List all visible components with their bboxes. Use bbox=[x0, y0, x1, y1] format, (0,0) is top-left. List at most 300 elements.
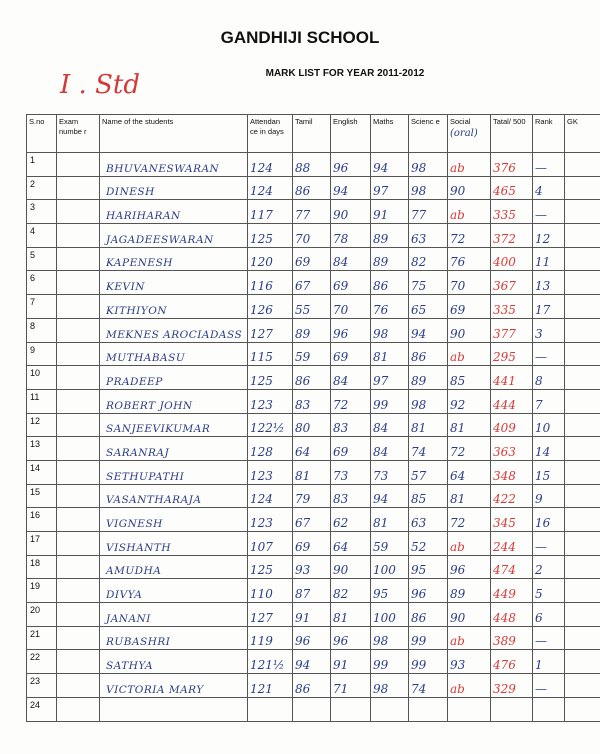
cell-total: 444 bbox=[491, 389, 533, 413]
table-row bbox=[27, 650, 600, 674]
cell-maths: 95 bbox=[371, 579, 409, 603]
cell-exam bbox=[57, 224, 100, 248]
cell-tamil bbox=[293, 697, 331, 721]
cell-rank: — bbox=[533, 200, 565, 224]
cell-maths: 91 bbox=[371, 200, 409, 224]
cell-rank: 16 bbox=[533, 508, 565, 532]
cell-english: 84 bbox=[331, 247, 371, 271]
cell-science: 63 bbox=[409, 224, 448, 248]
school-title: GANDHIJI SCHOOL bbox=[220, 28, 380, 47]
cell-sno: 6 bbox=[27, 271, 57, 295]
cell-maths: 76 bbox=[371, 295, 409, 319]
cell-social: 69 bbox=[448, 295, 491, 319]
cell-maths: 84 bbox=[371, 413, 409, 437]
cell-attendance: 120 bbox=[248, 247, 293, 271]
cell-exam bbox=[57, 508, 100, 532]
cell-tamil: 93 bbox=[293, 555, 331, 579]
table-row bbox=[27, 508, 600, 532]
cell-tamil: 70 bbox=[293, 224, 331, 248]
cell-rank: — bbox=[533, 342, 565, 366]
cell-gk bbox=[565, 176, 600, 200]
table-row bbox=[27, 295, 600, 319]
cell-english: 81 bbox=[331, 603, 371, 627]
table-row bbox=[27, 224, 600, 248]
cell-exam bbox=[57, 532, 100, 556]
cell-name: DINESH bbox=[100, 176, 248, 200]
cell-tamil: 79 bbox=[293, 484, 331, 508]
cell-science: 95 bbox=[409, 555, 448, 579]
col-exam-number: Exam numbe r bbox=[57, 115, 100, 153]
cell-english: 91 bbox=[331, 650, 371, 674]
cell-tamil: 87 bbox=[293, 579, 331, 603]
cell-sno: 17 bbox=[27, 532, 57, 556]
cell-gk bbox=[565, 413, 600, 437]
cell-sno: 18 bbox=[27, 555, 57, 579]
cell-exam bbox=[57, 295, 100, 319]
cell-maths: 97 bbox=[371, 176, 409, 200]
cell-english: 73 bbox=[331, 460, 371, 484]
cell-science: 98 bbox=[409, 389, 448, 413]
cell-name: PRADEEP bbox=[100, 366, 248, 390]
cell-tamil: 55 bbox=[293, 295, 331, 319]
cell-attendance: 127 bbox=[248, 603, 293, 627]
cell-attendance: 124 bbox=[248, 484, 293, 508]
cell-exam bbox=[57, 603, 100, 627]
cell-total: 400 bbox=[491, 247, 533, 271]
cell-science: 52 bbox=[409, 532, 448, 556]
cell-gk bbox=[565, 650, 600, 674]
cell-social: 89 bbox=[448, 579, 491, 603]
cell-rank: — bbox=[533, 626, 565, 650]
table-row bbox=[27, 626, 600, 650]
table-row bbox=[27, 413, 600, 437]
cell-exam bbox=[57, 579, 100, 603]
cell-exam bbox=[57, 555, 100, 579]
cell-gk bbox=[565, 366, 600, 390]
cell-tamil: 69 bbox=[293, 532, 331, 556]
cell-sno: 7 bbox=[27, 295, 57, 319]
cell-total: 376 bbox=[491, 153, 533, 177]
cell-exam bbox=[57, 342, 100, 366]
cell-attendance: 110 bbox=[248, 579, 293, 603]
cell-total: 295 bbox=[491, 342, 533, 366]
cell-attendance: 115 bbox=[248, 342, 293, 366]
cell-total: 363 bbox=[491, 437, 533, 461]
cell-total: 372 bbox=[491, 224, 533, 248]
cell-name: SATHYA bbox=[100, 650, 248, 674]
cell-name: AMUDHA bbox=[100, 555, 248, 579]
cell-english: 96 bbox=[331, 153, 371, 177]
cell-rank bbox=[533, 697, 565, 721]
cell-sno: 20 bbox=[27, 603, 57, 627]
cell-attendance: 119 bbox=[248, 626, 293, 650]
col-social-label: Social bbox=[450, 117, 471, 126]
cell-rank: 13 bbox=[533, 271, 565, 295]
cell-science: 89 bbox=[409, 366, 448, 390]
cell-tamil: 81 bbox=[293, 460, 331, 484]
cell-tamil: 69 bbox=[293, 247, 331, 271]
cell-social: ab bbox=[448, 153, 491, 177]
cell-gk bbox=[565, 318, 600, 342]
cell-tamil: 94 bbox=[293, 650, 331, 674]
cell-total: 476 bbox=[491, 650, 533, 674]
cell-english: 69 bbox=[331, 437, 371, 461]
cell-total: 329 bbox=[491, 674, 533, 698]
cell-tamil: 88 bbox=[293, 153, 331, 177]
cell-english: 90 bbox=[331, 200, 371, 224]
table-row bbox=[27, 603, 600, 627]
cell-attendance: 125 bbox=[248, 555, 293, 579]
cell-gk bbox=[565, 389, 600, 413]
cell-maths: 100 bbox=[371, 555, 409, 579]
cell-total: 441 bbox=[491, 366, 533, 390]
cell-gk bbox=[565, 460, 600, 484]
cell-name: HARIHARAN bbox=[100, 200, 248, 224]
cell-total: 409 bbox=[491, 413, 533, 437]
cell-science: 86 bbox=[409, 603, 448, 627]
cell-rank: 12 bbox=[533, 224, 565, 248]
cell-english: 69 bbox=[331, 271, 371, 295]
cell-attendance: 123 bbox=[248, 389, 293, 413]
col-tamil: Tamil bbox=[293, 115, 331, 153]
cell-social: 76 bbox=[448, 247, 491, 271]
cell-gk bbox=[565, 271, 600, 295]
cell-gk bbox=[565, 153, 600, 177]
col-rank: Rank bbox=[533, 115, 565, 153]
cell-english: 82 bbox=[331, 579, 371, 603]
cell-name: ROBERT JOHN bbox=[100, 389, 248, 413]
cell-social: ab bbox=[448, 626, 491, 650]
cell-total: 422 bbox=[491, 484, 533, 508]
cell-sno: 14 bbox=[27, 460, 57, 484]
cell-tamil: 77 bbox=[293, 200, 331, 224]
cell-rank: — bbox=[533, 153, 565, 177]
cell-name: VIGNESH bbox=[100, 508, 248, 532]
cell-sno: 4 bbox=[27, 224, 57, 248]
cell-sno: 11 bbox=[27, 389, 57, 413]
cell-tamil: 67 bbox=[293, 508, 331, 532]
cell-exam bbox=[57, 153, 100, 177]
cell-sno: 5 bbox=[27, 247, 57, 271]
cell-attendance: 125 bbox=[248, 224, 293, 248]
cell-sno: 3 bbox=[27, 200, 57, 224]
cell-social: 72 bbox=[448, 224, 491, 248]
cell-english: 70 bbox=[331, 295, 371, 319]
cell-social: 72 bbox=[448, 508, 491, 532]
cell-gk bbox=[565, 200, 600, 224]
cell-total: 474 bbox=[491, 555, 533, 579]
cell-total: 244 bbox=[491, 532, 533, 556]
cell-science: 94 bbox=[409, 318, 448, 342]
cell-tamil: 89 bbox=[293, 318, 331, 342]
cell-science: 86 bbox=[409, 342, 448, 366]
col-name: Name of the students bbox=[100, 115, 248, 153]
cell-english: 62 bbox=[331, 508, 371, 532]
cell-name bbox=[100, 697, 248, 721]
cell-attendance: 128 bbox=[248, 437, 293, 461]
cell-total: 465 bbox=[491, 176, 533, 200]
cell-attendance: 117 bbox=[248, 200, 293, 224]
cell-attendance: 124 bbox=[248, 153, 293, 177]
cell-maths: 73 bbox=[371, 460, 409, 484]
cell-maths: 98 bbox=[371, 318, 409, 342]
cell-exam bbox=[57, 247, 100, 271]
cell-attendance: 127 bbox=[248, 318, 293, 342]
cell-rank: 5 bbox=[533, 579, 565, 603]
cell-science: 63 bbox=[409, 508, 448, 532]
cell-attendance: 107 bbox=[248, 532, 293, 556]
cell-maths bbox=[371, 697, 409, 721]
cell-rank: 9 bbox=[533, 484, 565, 508]
cell-tamil: 83 bbox=[293, 389, 331, 413]
cell-name: SANJEEVIKUMAR bbox=[100, 413, 248, 437]
cell-attendance: 121½ bbox=[248, 650, 293, 674]
cell-gk bbox=[565, 532, 600, 556]
cell-english: 96 bbox=[331, 626, 371, 650]
cell-attendance bbox=[248, 697, 293, 721]
cell-total: 348 bbox=[491, 460, 533, 484]
table-row bbox=[27, 437, 600, 461]
cell-exam bbox=[57, 674, 100, 698]
col-social-oral-note: (oral) bbox=[450, 128, 478, 139]
cell-gk bbox=[565, 342, 600, 366]
cell-gk bbox=[565, 295, 600, 319]
cell-maths: 99 bbox=[371, 650, 409, 674]
cell-social: 81 bbox=[448, 413, 491, 437]
cell-rank: 3 bbox=[533, 318, 565, 342]
cell-social: ab bbox=[448, 342, 491, 366]
cell-science: 98 bbox=[409, 176, 448, 200]
cell-name: RUBASHRI bbox=[100, 626, 248, 650]
cell-english: 83 bbox=[331, 484, 371, 508]
cell-social: 85 bbox=[448, 366, 491, 390]
cell-maths: 89 bbox=[371, 247, 409, 271]
cell-social: 64 bbox=[448, 460, 491, 484]
table-row bbox=[27, 484, 600, 508]
cell-science: 74 bbox=[409, 674, 448, 698]
cell-maths: 98 bbox=[371, 674, 409, 698]
cell-exam bbox=[57, 413, 100, 437]
cell-social: 90 bbox=[448, 603, 491, 627]
cell-exam bbox=[57, 437, 100, 461]
cell-sno: 9 bbox=[27, 342, 57, 366]
cell-gk bbox=[565, 674, 600, 698]
cell-social: 93 bbox=[448, 650, 491, 674]
col-total: Tatal/ 500 bbox=[491, 115, 533, 153]
cell-maths: 81 bbox=[371, 342, 409, 366]
cell-maths: 100 bbox=[371, 603, 409, 627]
cell-gk bbox=[565, 603, 600, 627]
cell-exam bbox=[57, 366, 100, 390]
cell-attendance: 126 bbox=[248, 295, 293, 319]
cell-maths: 59 bbox=[371, 532, 409, 556]
cell-name: JAGADEESWARAN bbox=[100, 224, 248, 248]
table-row bbox=[27, 318, 600, 342]
cell-name: VISHANTH bbox=[100, 532, 248, 556]
cell-social: 72 bbox=[448, 437, 491, 461]
table-row bbox=[27, 366, 600, 390]
cell-science: 99 bbox=[409, 650, 448, 674]
cell-tamil: 67 bbox=[293, 271, 331, 295]
cell-sno: 23 bbox=[27, 674, 57, 698]
cell-social: 90 bbox=[448, 318, 491, 342]
cell-rank: 10 bbox=[533, 413, 565, 437]
cell-sno: 15 bbox=[27, 484, 57, 508]
cell-rank: 4 bbox=[533, 176, 565, 200]
cell-total: 389 bbox=[491, 626, 533, 650]
cell-exam bbox=[57, 460, 100, 484]
col-attendance: Attendan ce in days bbox=[248, 115, 293, 153]
cell-english bbox=[331, 697, 371, 721]
table-row bbox=[27, 579, 600, 603]
cell-exam bbox=[57, 200, 100, 224]
cell-english: 69 bbox=[331, 342, 371, 366]
cell-science: 75 bbox=[409, 271, 448, 295]
cell-name: BHUVANESWARAN bbox=[100, 153, 248, 177]
cell-science: 85 bbox=[409, 484, 448, 508]
standard-note: I . Std bbox=[60, 70, 140, 100]
cell-sno: 13 bbox=[27, 437, 57, 461]
cell-science: 65 bbox=[409, 295, 448, 319]
cell-exam bbox=[57, 697, 100, 721]
cell-total: 367 bbox=[491, 271, 533, 295]
cell-maths: 97 bbox=[371, 366, 409, 390]
table-header-row bbox=[27, 115, 600, 153]
cell-social: ab bbox=[448, 200, 491, 224]
cell-rank: 11 bbox=[533, 247, 565, 271]
cell-rank: 8 bbox=[533, 366, 565, 390]
col-english: English bbox=[331, 115, 371, 153]
cell-maths: 98 bbox=[371, 626, 409, 650]
cell-science: 99 bbox=[409, 626, 448, 650]
cell-maths: 94 bbox=[371, 153, 409, 177]
cell-science: 98 bbox=[409, 153, 448, 177]
cell-total: 335 bbox=[491, 200, 533, 224]
cell-name: DIVYA bbox=[100, 579, 248, 603]
cell-name: SETHUPATHI bbox=[100, 460, 248, 484]
cell-attendance: 124 bbox=[248, 176, 293, 200]
cell-rank: 7 bbox=[533, 389, 565, 413]
cell-rank: — bbox=[533, 532, 565, 556]
cell-name: SARANRAJ bbox=[100, 437, 248, 461]
cell-maths: 86 bbox=[371, 271, 409, 295]
cell-science: 74 bbox=[409, 437, 448, 461]
cell-name: VICTORIA MARY bbox=[100, 674, 248, 698]
cell-name: MUTHABASU bbox=[100, 342, 248, 366]
cell-rank: 2 bbox=[533, 555, 565, 579]
cell-gk bbox=[565, 626, 600, 650]
cell-maths: 99 bbox=[371, 389, 409, 413]
cell-sno: 12 bbox=[27, 413, 57, 437]
cell-attendance: 123 bbox=[248, 508, 293, 532]
col-science: Scienc e bbox=[409, 115, 448, 153]
table-row bbox=[27, 555, 600, 579]
cell-tamil: 86 bbox=[293, 674, 331, 698]
cell-tamil: 59 bbox=[293, 342, 331, 366]
table-row bbox=[27, 271, 600, 295]
mark-list-table bbox=[26, 114, 600, 722]
table-row bbox=[27, 200, 600, 224]
cell-tamil: 91 bbox=[293, 603, 331, 627]
cell-attendance: 122½ bbox=[248, 413, 293, 437]
col-maths: Maths bbox=[371, 115, 409, 153]
cell-attendance: 116 bbox=[248, 271, 293, 295]
cell-english: 90 bbox=[331, 555, 371, 579]
cell-exam bbox=[57, 389, 100, 413]
cell-exam bbox=[57, 484, 100, 508]
col-gk: GK bbox=[565, 115, 600, 153]
cell-tamil: 80 bbox=[293, 413, 331, 437]
cell-gk bbox=[565, 555, 600, 579]
cell-english: 84 bbox=[331, 366, 371, 390]
cell-sno: 19 bbox=[27, 579, 57, 603]
cell-sno: 2 bbox=[27, 176, 57, 200]
cell-total: 448 bbox=[491, 603, 533, 627]
cell-social: 81 bbox=[448, 484, 491, 508]
table-row bbox=[27, 176, 600, 200]
cell-science: 57 bbox=[409, 460, 448, 484]
col-social bbox=[448, 115, 491, 153]
cell-gk bbox=[565, 484, 600, 508]
cell-gk bbox=[565, 437, 600, 461]
cell-rank: 17 bbox=[533, 295, 565, 319]
cell-rank: — bbox=[533, 674, 565, 698]
cell-tamil: 96 bbox=[293, 626, 331, 650]
col-sno: S.no bbox=[27, 115, 57, 153]
cell-name: VASANTHARAJA bbox=[100, 484, 248, 508]
cell-maths: 94 bbox=[371, 484, 409, 508]
table-row bbox=[27, 697, 600, 721]
cell-attendance: 125 bbox=[248, 366, 293, 390]
cell-social: 92 bbox=[448, 389, 491, 413]
cell-sno: 10 bbox=[27, 366, 57, 390]
cell-tamil: 64 bbox=[293, 437, 331, 461]
cell-name: KITHIYON bbox=[100, 295, 248, 319]
cell-exam bbox=[57, 626, 100, 650]
cell-social: ab bbox=[448, 674, 491, 698]
table-body bbox=[27, 153, 600, 722]
cell-social: ab bbox=[448, 532, 491, 556]
table-row bbox=[27, 389, 600, 413]
cell-total bbox=[491, 697, 533, 721]
cell-english: 71 bbox=[331, 674, 371, 698]
cell-total: 335 bbox=[491, 295, 533, 319]
cell-gk bbox=[565, 247, 600, 271]
cell-name: JANANI bbox=[100, 603, 248, 627]
table-row bbox=[27, 153, 600, 177]
cell-gk bbox=[565, 224, 600, 248]
table-row bbox=[27, 532, 600, 556]
cell-sno: 8 bbox=[27, 318, 57, 342]
table-row bbox=[27, 247, 600, 271]
marklist-subtitle: MARK LIST FOR YEAR 2011-2012 bbox=[265, 68, 425, 79]
cell-attendance: 123 bbox=[248, 460, 293, 484]
cell-gk bbox=[565, 579, 600, 603]
cell-science: 96 bbox=[409, 579, 448, 603]
cell-gk bbox=[565, 697, 600, 721]
cell-rank: 15 bbox=[533, 460, 565, 484]
cell-rank: 14 bbox=[533, 437, 565, 461]
cell-exam bbox=[57, 176, 100, 200]
cell-exam bbox=[57, 650, 100, 674]
cell-science bbox=[409, 697, 448, 721]
cell-gk bbox=[565, 508, 600, 532]
table-row bbox=[27, 674, 600, 698]
cell-english: 64 bbox=[331, 532, 371, 556]
cell-sno: 16 bbox=[27, 508, 57, 532]
cell-rank: 1 bbox=[533, 650, 565, 674]
table-row bbox=[27, 342, 600, 366]
